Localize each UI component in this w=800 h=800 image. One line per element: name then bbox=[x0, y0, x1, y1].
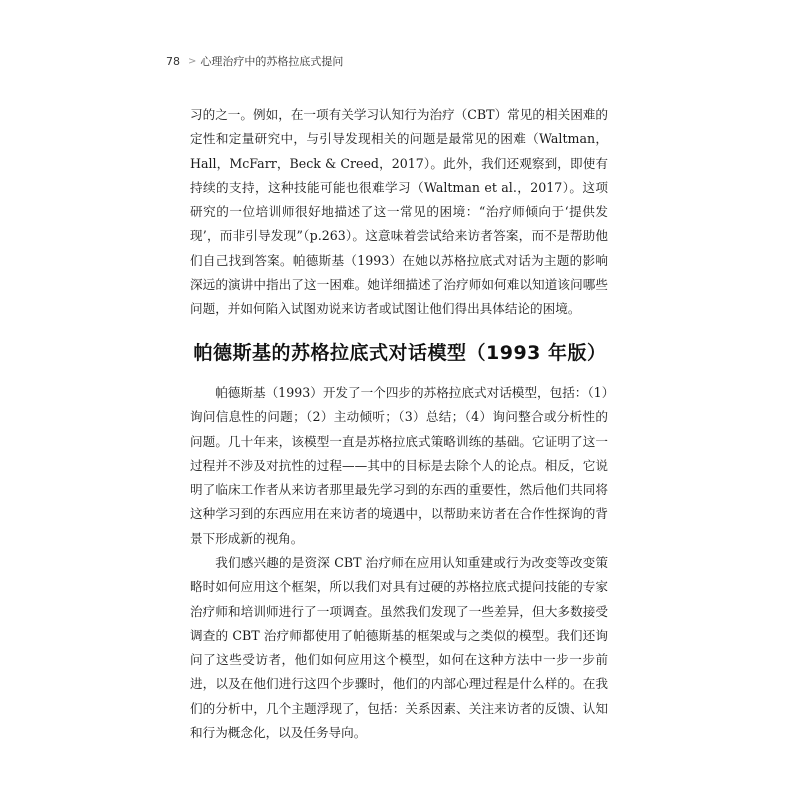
body-paragraph-2: 帕德斯基（1993）开发了一个四步的苏格拉底式对话模型，包括：（1）询问信息性的问题；（2）主动倾听；（3）总结；（4）询问整合或分析性的问题。几十年来，该模型一直是苏格拉底式策略训练的基础。它证明了这一过程并不涉及对抗性的过程——其中的目标是去除个人的论点。相反，它说明了临床工作者从来访者那里最先学习到的东西的重要性，然后他们共同将这种学习到的东西应用在来访者的境遇中，以帮助来访者在合作性探询的背景下形成新的视角。 bbox=[190, 385, 608, 546]
running-header bbox=[166, 52, 343, 70]
book-title: 心理治疗中的苏格拉底式提问 bbox=[200, 55, 344, 68]
body-paragraph-3: 我们感兴趣的是资深 CBT 治疗师在应用认知重建或行为改变等改变策略时如何应用这个框架，所以我们对具有过硬的苏格拉底式提问技能的专家治疗师和培训师进行了一项调查。虽然我们发现了一些差异，但大多数接受调查的 CBT 治疗师都使用了帕德斯基的框架或与之类似的模型。我们还询问了这些受访者，他们如何应用这个模型，如何在这种方法中一步一步前进，以及在他们进行这四个步骤时，他们的内部心理过程是什么样的。在我们的分析中，几个主题浮现了，包括：关系因素、关注来访者的反馈、认知和行为概念化，以及任务导向。 bbox=[190, 555, 608, 741]
body-paragraph-1: 习的之一。例如，在一项有关学习认知行为治疗（CBT）常见的相关困难的定性和定量研究中，与引导发现相关的问题是最常见的困难（Waltman，Hall，McFarr，Beck & Creed，2017）。此外，我们还观察到，即使有持续的支持，这种技能可能也很难学习（Waltman et al.，2017）。这项研究的一位培训师很好地描述了这一常见的困境：“治疗师倾向于‘提供发现’，而非引导发现”（p.263）。这意味着尝试给来访者答案，而不是帮助他们自己找到答案。帕德斯基（1993）在她以苏格拉底式对话为主题的影响深远的演讲中指出了这一困难。她详细描述了治疗师如何难以知道该问哪些问题，并如何陷入试图劝说来访者或试图让他们得出具体结论的困境。 bbox=[190, 107, 608, 317]
page-number: 78 bbox=[166, 54, 180, 68]
section-heading: 帕德斯基的苏格拉底式对话模型（1993 年版） bbox=[193, 342, 607, 364]
header-separator: > bbox=[188, 55, 197, 67]
